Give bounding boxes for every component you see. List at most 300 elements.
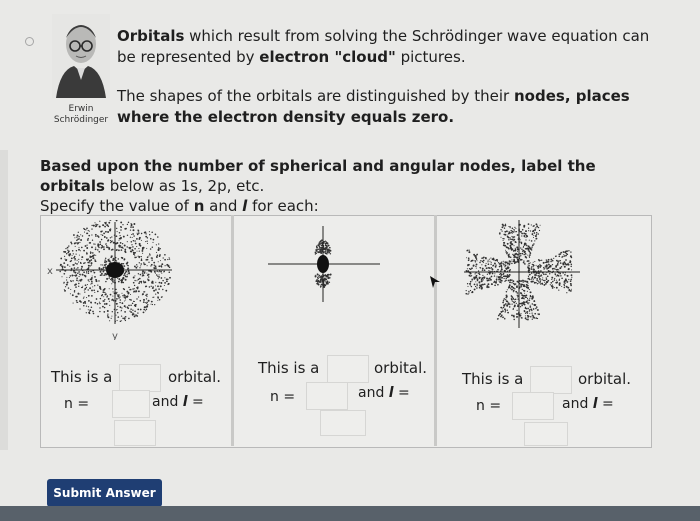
cloud-dot	[548, 261, 549, 262]
cloud-dot	[104, 226, 106, 228]
cloud-dot	[74, 267, 76, 269]
cloud-dot	[102, 246, 104, 248]
cloud-dot	[534, 240, 535, 241]
cloud-dot	[550, 282, 552, 284]
orbital-3-n-input[interactable]	[512, 392, 554, 420]
cloud-dot	[469, 283, 471, 285]
cloud-dot	[132, 226, 134, 228]
cloud-dot	[97, 243, 99, 245]
cloud-dot	[509, 262, 510, 263]
cloud-dot	[558, 254, 560, 256]
cloud-dot	[508, 248, 510, 250]
cloud-dot	[151, 259, 153, 261]
cloud-dot	[147, 304, 148, 305]
cloud-dot	[97, 291, 99, 293]
cloud-dot	[154, 304, 155, 305]
cloud-dot	[109, 320, 110, 321]
cloud-dot	[123, 275, 125, 277]
cloud-dot	[472, 280, 473, 281]
cloud-dot	[545, 262, 546, 263]
cloud-dot	[547, 275, 549, 277]
cloud-dot	[511, 232, 512, 233]
cloud-dot	[71, 243, 72, 244]
cloud-dot	[155, 234, 157, 236]
cloud-dot	[321, 284, 323, 286]
cloud-dot	[67, 282, 68, 283]
orbital-2-n-input[interactable]	[306, 382, 348, 410]
cloud-dot	[516, 316, 518, 318]
cloud-dot	[524, 263, 525, 264]
orbital-1-l-input[interactable]	[114, 420, 156, 446]
cloud-dot	[569, 261, 571, 263]
cloud-dot	[503, 304, 505, 306]
cloud-dot	[317, 280, 319, 282]
cloud-dot	[130, 229, 131, 230]
cloud-dot	[507, 243, 509, 245]
cloud-dot	[513, 290, 515, 292]
cloud-dot	[516, 254, 517, 255]
cloud-dot	[528, 263, 530, 265]
cloud-dot	[507, 312, 509, 314]
cloud-dot	[514, 231, 515, 232]
cloud-dot	[535, 317, 537, 319]
cloud-dot	[88, 267, 90, 269]
cloud-dot	[514, 239, 516, 241]
cloud-dot	[552, 260, 554, 262]
cloud-dot	[523, 260, 524, 261]
cloud-dot	[73, 303, 74, 304]
cloud-dot	[504, 270, 506, 272]
cloud-dot	[110, 256, 112, 258]
cloud-dot	[516, 303, 517, 304]
cloud-dot	[500, 237, 501, 238]
cloud-dot	[534, 282, 535, 283]
orbital-1-this-is-a: This is a	[51, 368, 113, 386]
cloud-dot	[529, 289, 530, 290]
cloud-dot	[61, 266, 62, 267]
cloud-dot	[471, 292, 472, 293]
cloud-dot	[155, 265, 157, 267]
cloud-dot	[121, 281, 123, 283]
cloud-dot	[527, 291, 528, 292]
cloud-dot	[318, 274, 319, 275]
cloud-dot	[504, 245, 506, 247]
cloud-dot	[142, 294, 143, 295]
cloud-dot	[532, 315, 533, 316]
cloud-dot	[517, 249, 519, 251]
cloud-dot	[144, 231, 146, 233]
cloud-dot	[514, 249, 516, 251]
cloud-dot	[116, 315, 117, 316]
cloud-dot	[505, 275, 507, 277]
cloud-dot	[64, 290, 66, 292]
cloud-dot	[102, 306, 104, 308]
cloud-dot	[89, 257, 90, 258]
cloud-dot	[544, 280, 545, 281]
cloud-dot	[509, 279, 511, 281]
cloud-dot	[163, 257, 164, 258]
cloud-dot	[515, 228, 516, 229]
cloud-dot	[127, 224, 128, 225]
cloud-dot	[527, 300, 528, 301]
cloud-dot	[524, 236, 525, 237]
cloud-dot	[508, 254, 510, 256]
cloud-dot	[516, 257, 518, 259]
cloud-dot	[116, 298, 118, 300]
cloud-dot	[554, 287, 555, 288]
cloud-dot	[88, 312, 90, 314]
orbital-3-label-input[interactable]	[530, 366, 572, 394]
intro-paragraph-1	[117, 26, 677, 68]
cloud-dot	[127, 296, 128, 297]
cloud-dot	[117, 294, 118, 295]
cloud-dot	[153, 239, 155, 241]
cloud-dot	[516, 286, 518, 288]
cloud-dot	[164, 277, 165, 278]
cloud-dot	[523, 301, 524, 302]
cloud-dot	[316, 253, 317, 254]
cloud-dot	[169, 272, 170, 273]
cloud-dot	[78, 280, 79, 281]
cloud-dot	[161, 263, 163, 265]
cloud-dot	[559, 279, 560, 280]
cloud-dot	[529, 240, 530, 241]
cloud-dot	[545, 283, 547, 285]
cloud-dot	[99, 221, 100, 222]
intro-bold-cloud: electron "cloud"	[259, 48, 396, 66]
cloud-dot	[476, 284, 477, 285]
cloud-dot	[116, 292, 117, 293]
cloud-dot	[560, 252, 562, 254]
cloud-dot	[506, 278, 507, 279]
cloud-dot	[532, 319, 533, 320]
cloud-dot	[88, 306, 89, 307]
cloud-dot	[525, 318, 526, 319]
mouse-cursor-icon	[429, 275, 441, 289]
cloud-dot	[491, 276, 493, 278]
cloud-dot	[134, 240, 136, 242]
cloud-dot	[512, 287, 514, 289]
cloud-dot	[558, 290, 559, 291]
orbital-2-l-input[interactable]	[320, 410, 366, 436]
cloud-dot	[568, 279, 569, 280]
cloud-dot	[316, 275, 317, 276]
cloud-dot	[94, 285, 95, 286]
cloud-dot	[511, 296, 512, 297]
cloud-dot	[108, 247, 110, 249]
cloud-dot	[502, 310, 504, 312]
cloud-dot	[88, 265, 90, 267]
cloud-dot	[537, 233, 539, 235]
cloud-dot	[508, 302, 510, 304]
cloud-dot	[148, 300, 150, 302]
cloud-dot	[138, 273, 139, 274]
cloud-dot	[124, 317, 125, 318]
cloud-dot	[124, 318, 126, 320]
cloud-dot	[147, 256, 149, 258]
cloud-dot	[133, 240, 134, 241]
cloud-dot	[89, 242, 91, 244]
cloud-dot	[159, 254, 161, 256]
cloud-dot	[156, 252, 157, 253]
cloud-dot	[111, 280, 112, 281]
cloud-dot	[499, 274, 500, 275]
orbital-1-l-label	[152, 394, 204, 410]
cloud-dot	[509, 260, 511, 262]
cloud-dot	[474, 288, 476, 290]
cloud-dot	[162, 280, 163, 281]
cloud-dot	[137, 230, 138, 231]
cloud-dot	[77, 260, 78, 261]
cloud-dot	[479, 287, 481, 289]
cloud-dot	[134, 311, 136, 313]
cloud-dot	[91, 246, 93, 248]
cloud-dot	[507, 289, 508, 290]
cloud-dot	[499, 233, 501, 235]
cloud-dot	[79, 276, 80, 277]
orbital-3-l-input[interactable]	[524, 422, 568, 446]
orbital-1-label-input[interactable]	[119, 364, 161, 392]
cloud-dot	[570, 280, 572, 282]
cloud-dot	[560, 260, 561, 261]
cloud-dot	[141, 256, 142, 257]
cloud-dot	[146, 273, 147, 274]
cloud-dot	[129, 289, 130, 290]
cloud-dot	[123, 263, 124, 264]
cloud-dot	[486, 263, 487, 264]
cloud-dot	[479, 273, 480, 274]
cloud-dot	[505, 250, 506, 251]
cloud-dot	[164, 285, 165, 286]
cloud-dot	[503, 300, 504, 301]
cloud-dot	[544, 282, 545, 283]
cloud-dot	[94, 272, 96, 274]
orbital-2-label-input[interactable]	[327, 355, 369, 383]
cloud-dot	[525, 253, 526, 254]
cloud-dot	[467, 293, 468, 294]
cloud-dot	[155, 293, 156, 294]
cloud-dot	[495, 266, 496, 267]
cloud-dot	[120, 320, 122, 322]
cloud-dot	[473, 278, 475, 280]
cloud-dot	[523, 246, 524, 247]
cloud-dot	[89, 260, 91, 262]
cloud-dot	[488, 267, 490, 269]
cloud-dot	[325, 279, 327, 281]
cloud-dot	[86, 305, 87, 306]
cloud-dot	[483, 257, 485, 259]
cloud-dot	[530, 308, 532, 310]
cloud-dot	[502, 302, 504, 304]
cloud-dot	[127, 306, 129, 308]
cloud-dot	[91, 281, 92, 282]
cloud-dot	[532, 244, 534, 246]
cloud-dot	[97, 235, 99, 237]
cloud-dot	[130, 226, 132, 228]
cloud-dot	[509, 270, 511, 272]
cloud-dot	[113, 300, 114, 301]
cloud-dot	[566, 281, 568, 283]
cloud-dot	[508, 256, 510, 258]
cloud-dot	[158, 243, 159, 244]
cloud-dot	[104, 299, 105, 300]
cloud-dot	[156, 274, 157, 275]
cloud-dot	[479, 277, 480, 278]
cloud-dot	[516, 246, 518, 248]
cloud-dot	[533, 308, 535, 310]
cloud-dot	[145, 236, 147, 238]
cloud-dot	[92, 286, 93, 287]
cloud-dot	[169, 257, 170, 258]
cloud-dot	[62, 267, 64, 269]
cloud-dot	[508, 237, 510, 239]
cloud-dot	[143, 247, 145, 249]
cloud-dot	[78, 261, 79, 262]
cloud-dot	[519, 241, 520, 242]
cloud-dot	[557, 264, 559, 266]
cloud-dot	[71, 257, 73, 259]
cloud-dot	[543, 280, 544, 281]
cloud-dot	[127, 241, 128, 242]
cloud-dot	[154, 265, 155, 266]
cloud-dot	[149, 231, 150, 232]
cloud-dot	[131, 224, 133, 226]
cloud-dot	[530, 305, 531, 306]
cloud-dot	[72, 250, 74, 252]
cloud-dot	[124, 311, 126, 313]
cloud-dot	[571, 257, 573, 259]
cloud-dot	[565, 255, 566, 256]
cloud-dot	[104, 264, 106, 266]
intro-paragraph-2	[117, 86, 677, 128]
cloud-dot	[147, 243, 148, 244]
cloud-dot	[75, 246, 76, 247]
cloud-dot	[494, 275, 495, 276]
cloud-dot	[75, 263, 76, 264]
cloud-dot	[107, 313, 108, 314]
cloud-dot	[528, 228, 529, 229]
cloud-dot	[125, 297, 126, 298]
cloud-dot	[90, 253, 91, 254]
cloud-dot	[156, 244, 157, 245]
cloud-dot	[531, 267, 532, 268]
cloud-dot	[545, 267, 546, 268]
cloud-dot	[493, 259, 495, 261]
cloud-dot	[473, 254, 475, 256]
cloud-dot	[474, 260, 475, 261]
intro-bold-nodes: nodes, places	[514, 87, 630, 105]
cloud-dot	[151, 301, 153, 303]
cloud-dot	[74, 275, 75, 276]
cloud-dot	[161, 273, 162, 274]
cloud-dot	[143, 301, 145, 303]
cloud-dot	[537, 266, 538, 267]
cloud-dot	[501, 282, 502, 283]
cloud-dot	[88, 238, 89, 239]
cloud-dot	[550, 261, 552, 263]
cloud-dot	[128, 287, 130, 289]
cloud-dot	[146, 286, 147, 287]
orbital-2-l-label	[358, 385, 410, 401]
cloud-dot	[105, 293, 107, 295]
cloud-dot	[571, 289, 572, 290]
orbital-1-n-input[interactable]	[112, 390, 150, 418]
cloud-dot	[72, 280, 73, 281]
cloud-dot	[99, 241, 101, 243]
cloud-dot	[64, 251, 66, 253]
cloud-dot	[496, 281, 497, 282]
cloud-dot	[121, 307, 122, 308]
cloud-dot	[70, 281, 72, 283]
cloud-dot	[100, 244, 102, 246]
cloud-dot	[93, 243, 94, 244]
cloud-dot	[564, 266, 566, 268]
cloud-dot	[70, 275, 71, 276]
cloud-dot	[502, 308, 503, 309]
cloud-dot	[492, 265, 494, 267]
cloud-dot	[510, 288, 511, 289]
cloud-dot	[321, 286, 322, 287]
cloud-dot	[107, 310, 109, 312]
cloud-dot	[84, 262, 85, 263]
cloud-dot	[157, 300, 158, 301]
cloud-dot	[145, 310, 146, 311]
cloud-dot	[506, 300, 508, 302]
cloud-dot	[471, 267, 473, 269]
cloud-dot	[491, 268, 492, 269]
cloud-dot	[505, 311, 506, 312]
cloud-dot	[98, 247, 99, 248]
cloud-dot	[89, 262, 90, 263]
cloud-dot	[122, 224, 123, 225]
cloud-dot	[508, 233, 510, 235]
cloud-dot	[467, 250, 468, 251]
cloud-dot	[120, 247, 121, 248]
cloud-dot	[540, 265, 542, 267]
cloud-dot	[129, 299, 130, 300]
cloud-dot	[143, 311, 145, 313]
cloud-dot	[570, 283, 572, 285]
cloud-dot	[121, 249, 123, 251]
cloud-dot	[109, 230, 111, 232]
cloud-dot	[73, 253, 74, 254]
cloud-dot	[526, 308, 527, 309]
cloud-dot	[165, 290, 167, 292]
cloud-dot	[121, 293, 122, 294]
cloud-dot	[554, 278, 555, 279]
cloud-dot	[131, 244, 132, 245]
cloud-dot	[125, 295, 126, 296]
cloud-dot	[109, 288, 110, 289]
cloud-dot	[319, 281, 321, 283]
cloud-dot	[507, 234, 508, 235]
cloud-dot	[125, 320, 126, 321]
cloud-dot	[136, 251, 137, 252]
cloud-dot	[123, 236, 125, 238]
submit-answer-button[interactable]: Submit Answer	[47, 479, 162, 507]
cloud-dot	[516, 231, 517, 232]
cloud-dot	[91, 295, 93, 297]
cloud-dot	[91, 264, 92, 265]
cloud-dot	[568, 264, 570, 266]
cloud-dot	[128, 270, 130, 272]
cloud-dot	[124, 273, 126, 275]
cloud-dot	[127, 235, 128, 236]
cloud-dot	[502, 316, 504, 318]
cloud-dot	[78, 249, 80, 251]
intro-text: be represented by	[117, 48, 260, 66]
cloud-dot	[125, 279, 127, 281]
